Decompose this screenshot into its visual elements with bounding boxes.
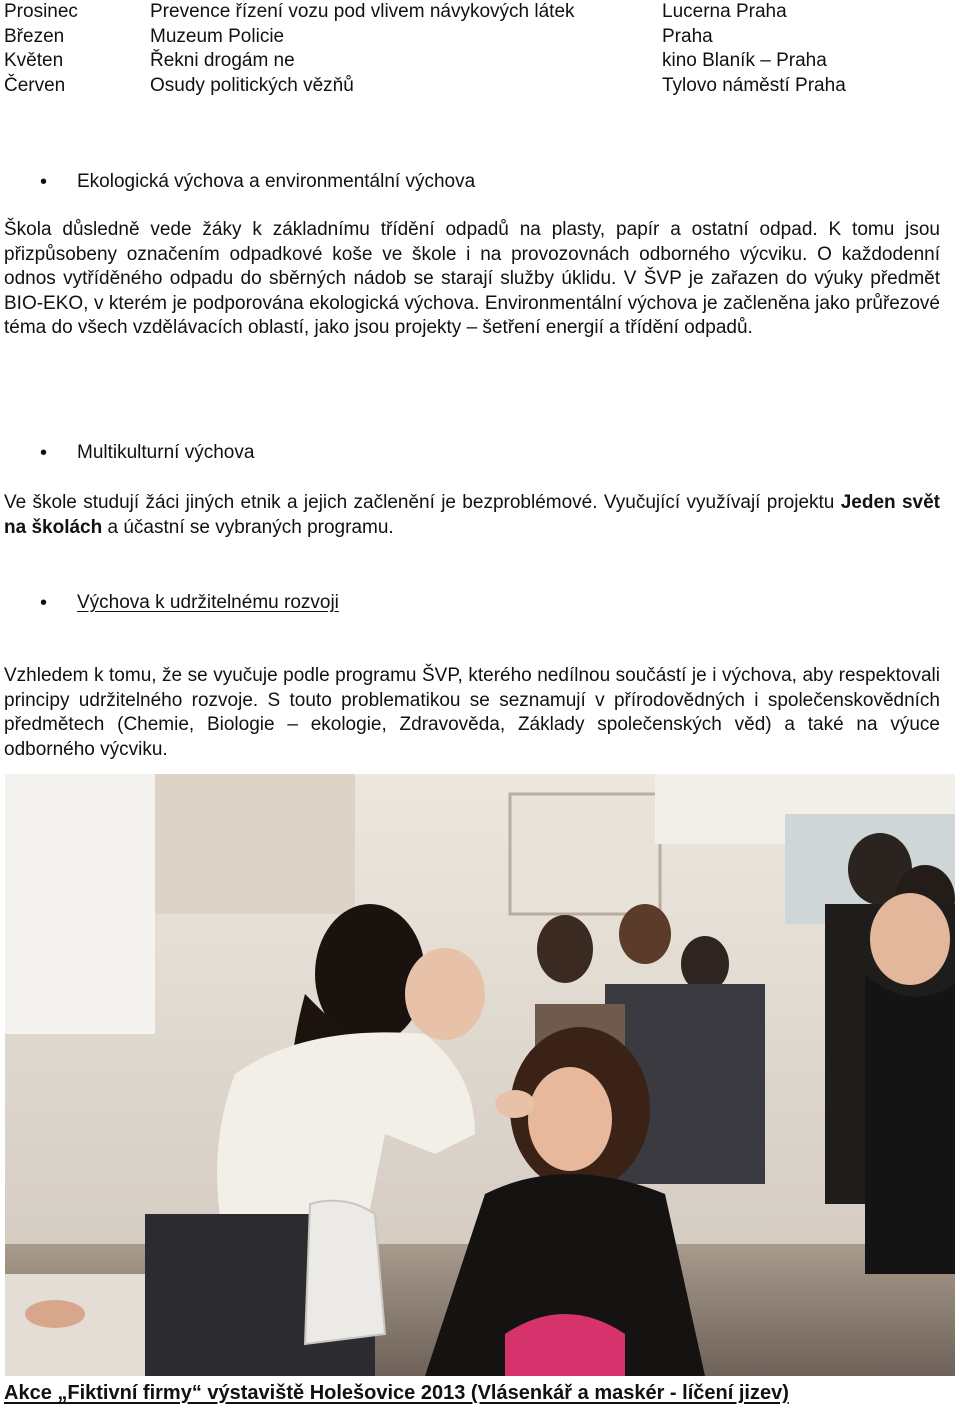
section-heading-text: Multikulturní výchova bbox=[77, 442, 255, 463]
bullet-icon: • bbox=[40, 592, 48, 614]
section-heading-text: Výchova k udržitelnému rozvoji bbox=[77, 592, 339, 613]
schedule-row bbox=[4, 0, 954, 25]
schedule-row bbox=[4, 49, 954, 74]
paragraph-sustainability: Vzhledem k tomu, že se vyučuje podle programu ŠVP, kterého nedílnou součástí je i výchova, aby respektovali principy udržitelného rozvoje. S touto problematikou se seznamují v přírodovědných i společenskovědních předmětech (Chemie, Biologie – ekologie, Zdravověda, Základy společenských věd) a také na výuce odborného výcviku. bbox=[4, 665, 940, 760]
schedule-place: Lucerna Praha bbox=[662, 1, 787, 22]
project-name: Jeden svět na školách bbox=[4, 492, 940, 538]
schedule-event: Řekni drogám ne bbox=[150, 50, 295, 71]
schedule-place: Tylovo náměstí Praha bbox=[662, 74, 846, 96]
section-heading-text: Ekologická výchova a environmentální výchova bbox=[77, 171, 476, 192]
schedule-event: Osudy politických vězňů bbox=[150, 74, 354, 96]
schedule-event: Prevence řízení vozu pod vlivem návykových látek bbox=[150, 1, 575, 22]
section-heading-sustainability bbox=[40, 591, 339, 615]
section-heading-ecology bbox=[40, 170, 475, 194]
event-schedule bbox=[4, 0, 954, 98]
bullet-icon: • bbox=[40, 171, 48, 193]
photo-caption bbox=[4, 1380, 954, 1406]
bullet-icon: • bbox=[40, 442, 48, 464]
event-photo bbox=[5, 774, 955, 1376]
schedule-month: Červen bbox=[4, 74, 66, 96]
schedule-place: kino Blaník – Praha bbox=[662, 50, 827, 71]
section-heading-multicultural bbox=[40, 441, 254, 465]
schedule-month: Březen bbox=[4, 25, 65, 47]
paragraph-text: a účastní se vybraných programu. bbox=[102, 516, 394, 538]
schedule-place: Praha bbox=[662, 25, 713, 47]
paragraph-text: Ve škole studují žáci jiných etnik a jejich začlenění je bezproblémové. Vyučující využívají projektu bbox=[4, 492, 841, 513]
schedule-row bbox=[4, 74, 954, 99]
schedule-row bbox=[4, 25, 954, 50]
schedule-event: Muzeum Policie bbox=[150, 25, 285, 47]
event-photo-illustration bbox=[5, 774, 955, 1376]
caption-text: Akce „Fiktivní firmy“ výstaviště Holešovice 2013 (Vlásenkář a maskér - líčení jizev) bbox=[4, 1382, 789, 1404]
schedule-month: Prosinec bbox=[4, 1, 78, 22]
paragraph-multicultural bbox=[4, 491, 940, 540]
paragraph-ecology: Škola důsledně vede žáky k základnímu třídění odpadů na plasty, papír a ostatní odpad. K tomu jsou přizpůsobeny označením odpadkové koše ve škole i na provozovnách odborného výcviku. O každodenní odnos vytříděného odpadu do sběrných nádob se starají služby úklidu. V ŠVP je zařazen do výuky předmět BIO-EKO, v kterém je podporována ekologická výchova. Environmentální výchova je začleněna jako průřezové téma do všech vzdělávacích oblastí, jako jsou projekty – šetření energií a třídění odpadů. bbox=[4, 219, 940, 339]
schedule-month: Květen bbox=[4, 50, 64, 71]
